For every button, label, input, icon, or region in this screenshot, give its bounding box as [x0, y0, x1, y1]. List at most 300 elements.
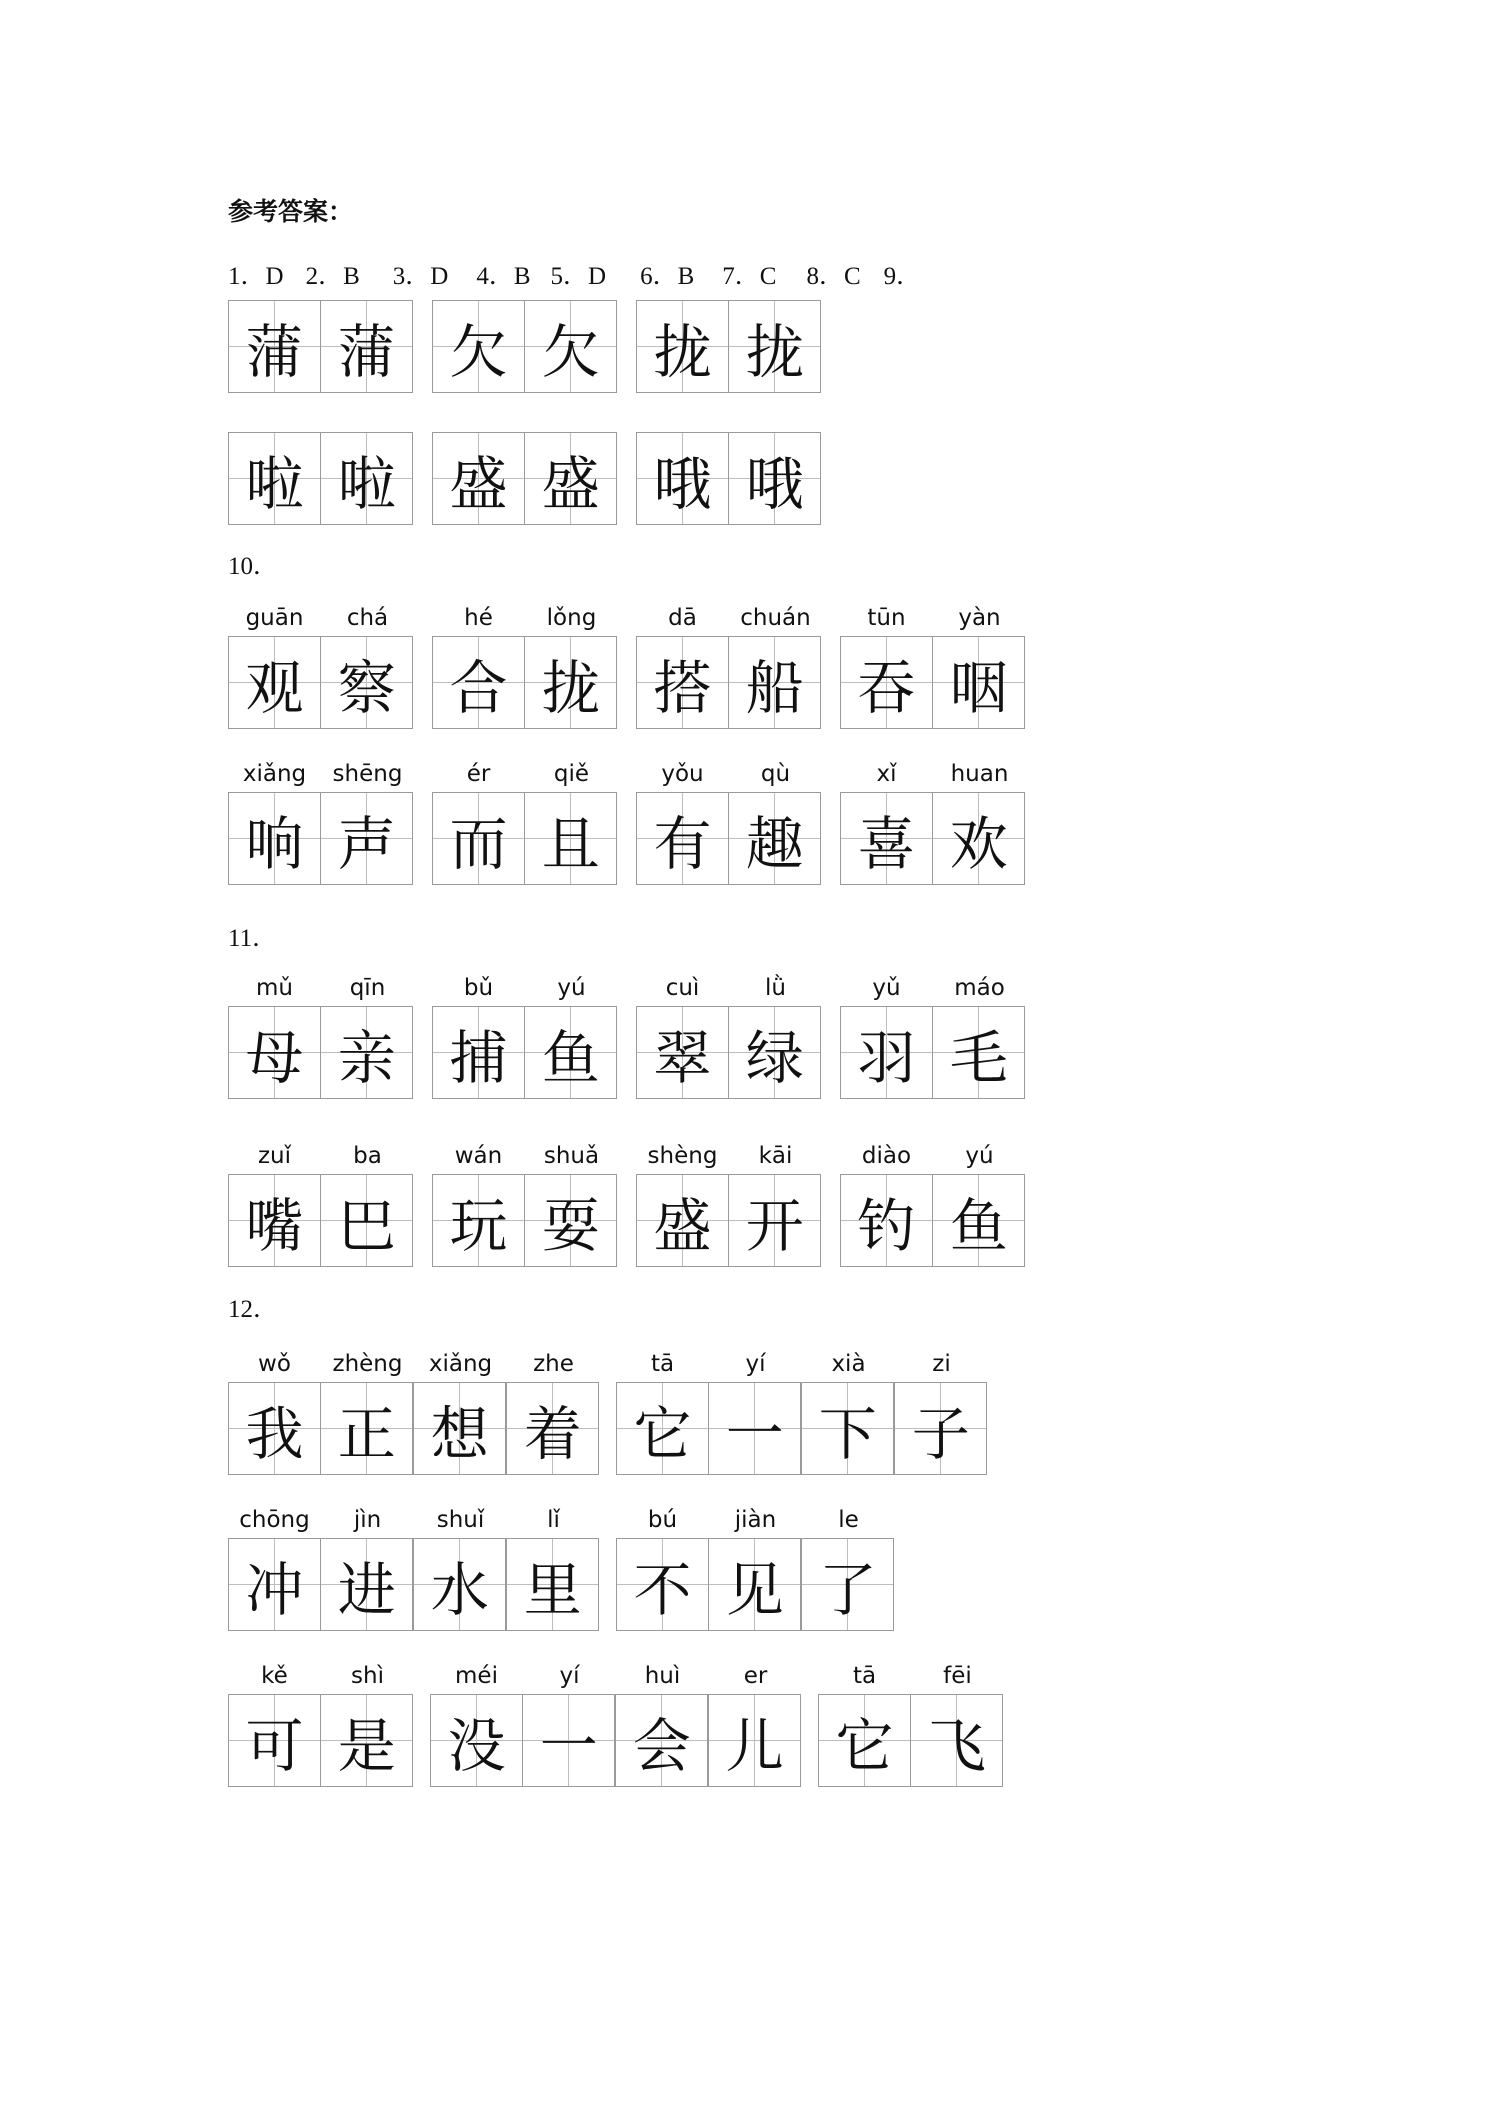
- character-cell: [933, 600, 1026, 729]
- tian-zi-ge-box: [430, 1694, 523, 1787]
- word-group: [840, 1138, 1026, 1267]
- character-cell: [933, 970, 1026, 1099]
- character-cell: [321, 432, 414, 525]
- character-cell: [636, 756, 729, 885]
- character-cell: [636, 1138, 729, 1267]
- tian-zi-ge-box: [840, 1174, 933, 1267]
- word-group: [636, 1138, 822, 1267]
- character-cell: [525, 300, 618, 393]
- word-group: [616, 1346, 988, 1475]
- tian-zi-ge-box: [636, 636, 729, 729]
- answer-item: 3．D: [392, 263, 449, 290]
- tian-zi-ge-box: [840, 1006, 933, 1099]
- tian-zi-ge-box: [894, 1382, 987, 1475]
- hanzi-character: 钓: [857, 1191, 916, 1260]
- pinyin-label: lǐ: [547, 1507, 560, 1533]
- pinyin-label: yàn: [958, 605, 1001, 631]
- hanzi-character: 喜: [857, 809, 916, 878]
- tian-zi-ge-box: [228, 1174, 321, 1267]
- tian-zi-ge-box: [728, 636, 821, 729]
- question-12-label: 12．: [228, 1296, 279, 1323]
- tian-zi-ge-box: [524, 1006, 617, 1099]
- tian-zi-ge-box: [228, 1538, 321, 1631]
- character-cell: [840, 756, 933, 885]
- hanzi-character: 没: [447, 1711, 506, 1780]
- tian-zi-ge-box: [506, 1382, 599, 1475]
- character-cell: [729, 600, 822, 729]
- character-cell: [228, 432, 321, 525]
- pinyin-label: shēng: [332, 761, 403, 787]
- hanzi-character: 毛: [949, 1023, 1008, 1092]
- tian-zi-ge-box: [636, 792, 729, 885]
- pinyin-label: fēi: [943, 1663, 972, 1689]
- hanzi-character: 船: [745, 653, 804, 722]
- hanzi-character: 绿: [745, 1023, 804, 1092]
- character-cell: [414, 1502, 507, 1631]
- character-cell: [321, 756, 414, 885]
- tian-zi-ge-box: [840, 636, 933, 729]
- character-cell: [636, 970, 729, 1099]
- answer-item: 9．: [883, 263, 922, 290]
- pinyin-label: ér: [466, 761, 491, 787]
- pinyin-label: bú: [647, 1507, 678, 1533]
- tian-zi-ge-box: [320, 300, 413, 393]
- tian-zi-ge-box: [932, 1006, 1025, 1099]
- hanzi-character: 有: [653, 809, 712, 878]
- word-group: [432, 300, 618, 393]
- hanzi-character: 察: [337, 653, 396, 722]
- tian-zi-ge-box: [320, 1006, 413, 1099]
- answer-item: 4．B: [476, 263, 531, 290]
- character-cell: [636, 300, 729, 393]
- answer-item: 7．C: [722, 263, 777, 290]
- pinyin-label: lǒng: [546, 605, 597, 631]
- pinyin-label: cuì: [665, 975, 700, 1001]
- word-group: [228, 970, 414, 1099]
- word-group: [636, 600, 822, 729]
- pinyin-label: zhèng: [332, 1351, 403, 1377]
- tian-zi-ge-box: [728, 1006, 821, 1099]
- character-cell: [818, 1658, 911, 1787]
- character-cell: [228, 756, 321, 885]
- word-group: [228, 1502, 600, 1631]
- character-cell: [729, 1138, 822, 1267]
- pinyin-label: qiě: [553, 761, 590, 787]
- tian-zi-ge-box: [228, 1694, 321, 1787]
- word-group: [228, 300, 414, 393]
- pinyin-label: tūn: [867, 605, 906, 631]
- pinyin-label: yú: [557, 975, 586, 1001]
- hanzi-character: 它: [835, 1711, 894, 1780]
- hanzi-character: 了: [818, 1555, 877, 1624]
- tian-zi-ge-box: [320, 792, 413, 885]
- pinyin-label: méi: [455, 1663, 498, 1689]
- hanzi-character: 水: [430, 1555, 489, 1624]
- pinyin-label: hé: [464, 605, 493, 631]
- hanzi-character: 而: [449, 809, 508, 878]
- character-cell: [432, 300, 525, 393]
- tian-zi-ge-box: [932, 792, 1025, 885]
- hanzi-character: 里: [523, 1555, 582, 1624]
- hanzi-character: 欠: [541, 317, 600, 386]
- tian-zi-ge-box: [228, 792, 321, 885]
- hanzi-character: 声: [337, 809, 396, 878]
- word-group: [228, 600, 414, 729]
- pinyin-label: tā: [650, 1351, 675, 1377]
- tian-zi-ge-box: [728, 300, 821, 393]
- character-cell: [802, 1346, 895, 1475]
- tian-zi-ge-box: [524, 1174, 617, 1267]
- question-10-label: 10．: [228, 553, 279, 580]
- hanzi-character: 鱼: [949, 1191, 1008, 1260]
- hanzi-character: 蒲: [245, 317, 304, 386]
- character-cell: [321, 1502, 414, 1631]
- pinyin-label: kě: [261, 1663, 288, 1689]
- character-cell: [525, 1138, 618, 1267]
- tian-zi-ge-box: [228, 1382, 321, 1475]
- pinyin-label: yǒu: [661, 761, 704, 787]
- pinyin-label: yí: [559, 1663, 580, 1689]
- tian-zi-ge-box: [636, 1006, 729, 1099]
- tian-zi-ge-box: [506, 1538, 599, 1631]
- tian-zi-ge-box: [636, 1174, 729, 1267]
- pinyin-label: wán: [454, 1143, 503, 1169]
- character-cell: [321, 1346, 414, 1475]
- tian-zi-ge-box: [413, 1538, 506, 1631]
- hanzi-character: 哦: [745, 449, 804, 518]
- q9-row-1: [228, 300, 822, 393]
- character-cell: [709, 1658, 802, 1787]
- character-cell: [616, 1346, 709, 1475]
- tian-zi-ge-box: [524, 636, 617, 729]
- hanzi-character: 观: [245, 653, 304, 722]
- hanzi-character: 是: [337, 1711, 396, 1780]
- hanzi-character: 一: [539, 1711, 598, 1780]
- pinyin-label: shèng: [647, 1143, 718, 1169]
- tian-zi-ge-box: [432, 636, 525, 729]
- pinyin-label: chuán: [740, 605, 811, 631]
- tian-zi-ge-box: [432, 1174, 525, 1267]
- word-group: [616, 1502, 895, 1631]
- hanzi-character: 搭: [653, 653, 712, 722]
- pinyin-label: zhe: [533, 1351, 574, 1377]
- pinyin-label: xiǎng: [242, 761, 307, 787]
- hanzi-character: 翠: [653, 1023, 712, 1092]
- character-cell: [709, 1346, 802, 1475]
- tian-zi-ge-box: [932, 1174, 1025, 1267]
- word-group: [228, 756, 414, 885]
- character-cell: [321, 970, 414, 1099]
- pinyin-label: shuǎ: [543, 1143, 600, 1169]
- hanzi-character: 羽: [857, 1023, 916, 1092]
- character-cell: [709, 1502, 802, 1631]
- character-cell: [840, 1138, 933, 1267]
- tian-zi-ge-box: [728, 1174, 821, 1267]
- hanzi-character: 盛: [449, 449, 508, 518]
- pinyin-label: lǜ: [765, 975, 786, 1001]
- tian-zi-ge-box: [636, 432, 729, 525]
- character-cell: [525, 600, 618, 729]
- character-cell: [840, 970, 933, 1099]
- pinyin-label: yí: [745, 1351, 766, 1377]
- pinyin-label: zuǐ: [257, 1143, 292, 1169]
- pinyin-label: jìn: [353, 1507, 382, 1533]
- character-cell: [802, 1502, 895, 1631]
- hanzi-character: 儿: [725, 1711, 784, 1780]
- hanzi-character: 欠: [449, 317, 508, 386]
- pinyin-label: le: [838, 1507, 859, 1533]
- hanzi-character: 飞: [927, 1711, 986, 1780]
- q12-row-1: [228, 1346, 988, 1475]
- character-cell: [525, 756, 618, 885]
- pinyin-label: chá: [346, 605, 389, 631]
- answer-item: 2．B: [305, 263, 360, 290]
- hanzi-character: 下: [818, 1399, 877, 1468]
- character-cell: [636, 600, 729, 729]
- q10-row-1: [228, 600, 1026, 729]
- hanzi-character: 拢: [745, 317, 804, 386]
- word-group: [818, 1658, 1004, 1787]
- question-11-label: 11．: [228, 925, 278, 952]
- character-cell: [321, 300, 414, 393]
- hanzi-character: 正: [337, 1399, 396, 1468]
- character-cell: [432, 432, 525, 525]
- character-cell: [321, 1138, 414, 1267]
- pinyin-label: zi: [932, 1351, 951, 1377]
- character-cell: [895, 1346, 988, 1475]
- tian-zi-ge-box: [708, 1382, 801, 1475]
- tian-zi-ge-box: [432, 1006, 525, 1099]
- word-group: [228, 1658, 414, 1787]
- tian-zi-ge-box: [320, 636, 413, 729]
- tian-zi-ge-box: [708, 1538, 801, 1631]
- pinyin-label: xǐ: [876, 761, 897, 787]
- pinyin-label: er: [743, 1663, 768, 1689]
- word-group: [432, 1138, 618, 1267]
- character-cell: [729, 970, 822, 1099]
- tian-zi-ge-box: [228, 432, 321, 525]
- character-cell: [228, 300, 321, 393]
- tian-zi-ge-box: [801, 1538, 894, 1631]
- hanzi-character: 可: [245, 1711, 304, 1780]
- pinyin-label: huì: [644, 1663, 681, 1689]
- hanzi-character: 吞: [857, 653, 916, 722]
- tian-zi-ge-box: [524, 300, 617, 393]
- pinyin-label: tā: [852, 1663, 877, 1689]
- pinyin-label: qù: [760, 761, 791, 787]
- q12-row-2: [228, 1502, 895, 1631]
- hanzi-character: 亲: [337, 1023, 396, 1092]
- word-group: [430, 1658, 802, 1787]
- page-title: 参考答案：: [228, 197, 354, 226]
- character-cell: [228, 1502, 321, 1631]
- tian-zi-ge-box: [228, 300, 321, 393]
- hanzi-character: 着: [523, 1399, 582, 1468]
- character-cell: [228, 970, 321, 1099]
- character-cell: [840, 600, 933, 729]
- hanzi-character: 它: [633, 1399, 692, 1468]
- hanzi-character: 开: [745, 1191, 804, 1260]
- hanzi-character: 拢: [541, 653, 600, 722]
- answer-item: 1．D: [228, 263, 284, 290]
- hanzi-character: 耍: [541, 1191, 600, 1260]
- pinyin-label: jiàn: [734, 1507, 777, 1533]
- character-cell: [321, 600, 414, 729]
- character-cell: [523, 1658, 616, 1787]
- tian-zi-ge-box: [801, 1382, 894, 1475]
- hanzi-character: 嘴: [245, 1191, 304, 1260]
- tian-zi-ge-box: [524, 792, 617, 885]
- hanzi-character: 捕: [449, 1023, 508, 1092]
- pinyin-label: yú: [965, 1143, 994, 1169]
- hanzi-character: 哦: [653, 449, 712, 518]
- hanzi-character: 会: [632, 1711, 691, 1780]
- tian-zi-ge-box: [524, 432, 617, 525]
- tian-zi-ge-box: [320, 1538, 413, 1631]
- pinyin-label: wǒ: [258, 1351, 291, 1377]
- character-cell: [432, 1138, 525, 1267]
- pinyin-label: bǔ: [463, 975, 494, 1001]
- q12-row-3: [228, 1658, 1004, 1787]
- character-cell: [729, 756, 822, 885]
- tian-zi-ge-box: [910, 1694, 1003, 1787]
- character-cell: [525, 970, 618, 1099]
- tian-zi-ge-box: [320, 1174, 413, 1267]
- character-cell: [636, 432, 729, 525]
- tian-zi-ge-box: [432, 432, 525, 525]
- hanzi-character: 我: [245, 1399, 304, 1468]
- word-group: [636, 756, 822, 885]
- word-group: [636, 432, 822, 525]
- tian-zi-ge-box: [432, 792, 525, 885]
- word-group: [432, 432, 618, 525]
- pinyin-label: qīn: [349, 975, 386, 1001]
- hanzi-character: 玩: [449, 1191, 508, 1260]
- hanzi-character: 鱼: [541, 1023, 600, 1092]
- tian-zi-ge-box: [932, 636, 1025, 729]
- hanzi-character: 咽: [949, 653, 1008, 722]
- answer-item: 6．B: [640, 263, 695, 290]
- word-group: [432, 756, 618, 885]
- hanzi-character: 且: [541, 809, 600, 878]
- tian-zi-ge-box: [728, 792, 821, 885]
- answer-item: 5．D: [550, 263, 607, 290]
- character-cell: [414, 1346, 507, 1475]
- pinyin-label: dā: [668, 605, 697, 631]
- q9-row-2: [228, 432, 822, 525]
- word-group: [636, 300, 822, 393]
- character-cell: [729, 300, 822, 393]
- hanzi-character: 啦: [337, 449, 396, 518]
- hanzi-character: 不: [633, 1555, 692, 1624]
- character-cell: [432, 600, 525, 729]
- tian-zi-ge-box: [728, 432, 821, 525]
- tian-zi-ge-box: [615, 1694, 708, 1787]
- character-cell: [933, 756, 1026, 885]
- hanzi-character: 欢: [949, 809, 1008, 878]
- hanzi-character: 合: [449, 653, 508, 722]
- hanzi-character: 响: [245, 809, 304, 878]
- word-group: [840, 970, 1026, 1099]
- hanzi-character: 母: [245, 1023, 304, 1092]
- pinyin-label: diào: [861, 1143, 912, 1169]
- pinyin-label: shì: [351, 1663, 384, 1689]
- tian-zi-ge-box: [708, 1694, 801, 1787]
- pinyin-label: huan: [950, 761, 1009, 787]
- character-cell: [228, 1658, 321, 1787]
- word-group: [228, 1138, 414, 1267]
- tian-zi-ge-box: [432, 300, 525, 393]
- character-cell: [228, 600, 321, 729]
- q11-row-2: [228, 1138, 1026, 1267]
- tian-zi-ge-box: [413, 1382, 506, 1475]
- tian-zi-ge-box: [616, 1382, 709, 1475]
- hanzi-character: 进: [337, 1555, 396, 1624]
- pinyin-label: xià: [831, 1351, 866, 1377]
- character-cell: [430, 1658, 523, 1787]
- pinyin-label: mǔ: [256, 975, 293, 1001]
- pinyin-label: shuǐ: [436, 1507, 485, 1533]
- tian-zi-ge-box: [228, 636, 321, 729]
- character-cell: [228, 1346, 321, 1475]
- choice-answers: [228, 256, 921, 292]
- word-group: [840, 756, 1026, 885]
- pinyin-label: ba: [353, 1143, 382, 1169]
- character-cell: [933, 1138, 1026, 1267]
- tian-zi-ge-box: [636, 300, 729, 393]
- character-cell: [432, 970, 525, 1099]
- character-cell: [507, 1502, 600, 1631]
- word-group: [228, 1346, 600, 1475]
- hanzi-character: 子: [911, 1399, 970, 1468]
- hanzi-character: 盛: [653, 1191, 712, 1260]
- character-cell: [729, 432, 822, 525]
- character-cell: [432, 756, 525, 885]
- tian-zi-ge-box: [818, 1694, 911, 1787]
- word-group: [432, 600, 618, 729]
- character-cell: [321, 1658, 414, 1787]
- character-cell: [616, 1502, 709, 1631]
- pinyin-label: máo: [954, 975, 1005, 1001]
- tian-zi-ge-box: [320, 1382, 413, 1475]
- tian-zi-ge-box: [228, 1006, 321, 1099]
- tian-zi-ge-box: [616, 1538, 709, 1631]
- hanzi-character: 盛: [541, 449, 600, 518]
- character-cell: [228, 1138, 321, 1267]
- hanzi-character: 蒲: [337, 317, 396, 386]
- hanzi-character: 巴: [337, 1191, 396, 1260]
- tian-zi-ge-box: [320, 1694, 413, 1787]
- hanzi-character: 啦: [245, 449, 304, 518]
- character-cell: [507, 1346, 600, 1475]
- word-group: [840, 600, 1026, 729]
- q10-row-2: [228, 756, 1026, 885]
- tian-zi-ge-box: [840, 792, 933, 885]
- word-group: [636, 970, 822, 1099]
- hanzi-character: 见: [725, 1555, 784, 1624]
- answer-item: 8．C: [806, 263, 861, 290]
- hanzi-character: 想: [430, 1399, 489, 1468]
- pinyin-label: xiǎng: [428, 1351, 493, 1377]
- pinyin-label: kāi: [758, 1143, 793, 1169]
- hanzi-character: 拢: [653, 317, 712, 386]
- character-cell: [616, 1658, 709, 1787]
- hanzi-character: 冲: [245, 1555, 304, 1624]
- word-group: [432, 970, 618, 1099]
- pinyin-label: chōng: [239, 1507, 310, 1533]
- character-cell: [911, 1658, 1004, 1787]
- q11-row-1: [228, 970, 1026, 1099]
